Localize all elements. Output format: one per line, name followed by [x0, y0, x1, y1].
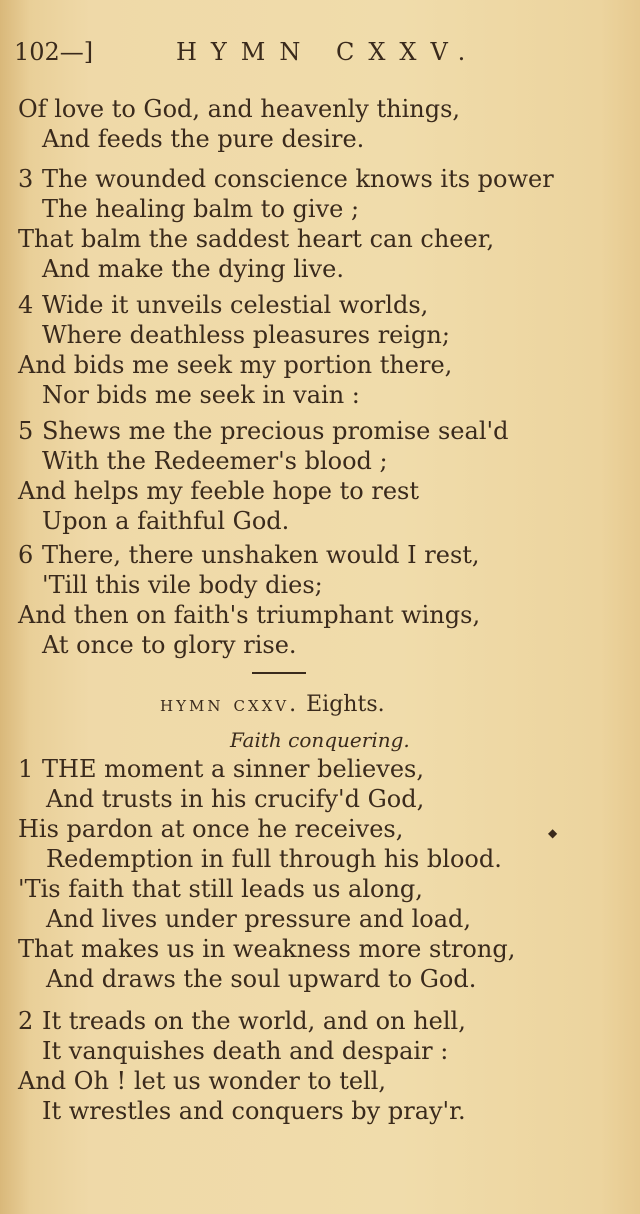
verse-line: Wide it unveils celestial worlds,	[42, 291, 429, 319]
verse-line: 'Tis faith that still leads us along,	[18, 875, 423, 903]
verse-line: Of love to God, and heavenly things,	[18, 95, 461, 123]
verse-line: And draws the soul upward to God.	[46, 965, 477, 993]
verse-line: That makes us in weakness more strong,	[18, 935, 516, 963]
stanza-number: 6	[18, 541, 34, 569]
page-header	[14, 38, 614, 78]
stanza-number: 4	[18, 291, 34, 319]
verse-line: Shews me the precious promise seal'd	[42, 417, 509, 445]
verse-line: His pardon at once he receives,	[18, 815, 404, 843]
verse-line: And make the dying live.	[42, 255, 344, 283]
verse-line: There, there unshaken would I rest,	[42, 541, 480, 569]
hymn-meter: Eights.	[306, 692, 385, 717]
verse-line: Nor bids me seek in vain :	[42, 381, 360, 409]
hymn-number: hymn cxxv.	[160, 692, 300, 717]
verse-line: And helps my feeble hope to rest	[18, 477, 419, 505]
running-head: HYMN CXXV.	[176, 38, 480, 66]
verse-line: The wounded conscience knows its power	[42, 165, 554, 193]
verse-line: 'Till this vile body dies;	[42, 571, 323, 599]
verse-line: It wrestles and conquers by pray'r.	[42, 1097, 466, 1125]
verse-line: And then on faith's triumphant wings,	[18, 601, 481, 629]
ink-mark-icon: ◆	[548, 826, 558, 840]
stanza-number: 2	[18, 1007, 34, 1035]
hymn-title	[160, 692, 385, 717]
verse-line: And lives under pressure and load,	[46, 905, 472, 933]
stanza-number: 1	[18, 755, 34, 783]
verse-line: And trusts in his crucify'd God,	[46, 785, 425, 813]
verse-line: The healing balm to give ;	[42, 195, 360, 223]
stanza-number: 5	[18, 417, 34, 445]
verse-line: Redemption in full through his blood.	[46, 845, 502, 873]
section-divider	[252, 672, 306, 674]
verse-line: With the Redeemer's blood ;	[42, 447, 388, 475]
verse-line: It vanquishes death and despair :	[42, 1037, 449, 1065]
verse-line: And bids me seek my portion there,	[18, 351, 453, 379]
verse-line: And Oh ! let us wonder to tell,	[18, 1067, 387, 1095]
verse-line: At once to glory rise.	[42, 631, 297, 659]
verse-line: It treads on the world, and on hell,	[42, 1007, 466, 1035]
verse-line: And feeds the pure desire.	[42, 125, 365, 153]
verse-line: That balm the saddest heart can cheer,	[18, 225, 495, 253]
verse-line: Upon a faithful God.	[42, 507, 290, 535]
page-number: 102—]	[14, 38, 94, 66]
stanza-number: 3	[18, 165, 34, 193]
verse-line: THE moment a sinner believes,	[42, 755, 424, 783]
verse-line: Where deathless pleasures reign;	[42, 321, 450, 349]
hymn-subtitle: Faith conquering.	[230, 728, 410, 752]
